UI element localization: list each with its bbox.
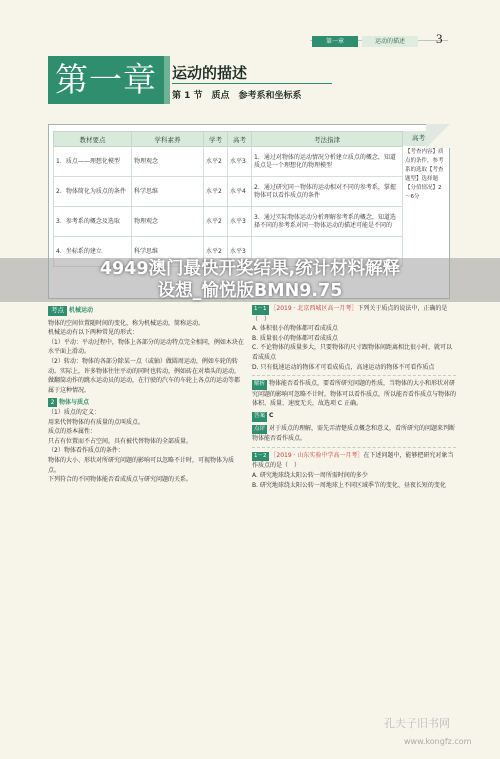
table-row [54,207,403,237]
option: D. 只有低速运动的物体才可看成质点，高速运动的物体不可看作质点 [252,363,435,371]
watermark-url: www.kongfz.com [404,737,472,746]
answer-tag: 答案 [252,412,267,422]
paragraph: （2）转动：物体的各部分除某一点（或轴）做圆周运动，例如车轮的转动。实际上，许多物体往往平动的同时也转动，例如砖在对墙头的运动，做翻筒动作的跳水运动员的运动，在行驶的汽车的车轮上各点的运动等都属于这种情况。 [48,357,241,394]
analysis-tag: 解析 [252,380,267,390]
col-header: 高考 [228,132,252,147]
cell: 水平3 [228,237,252,267]
paragraph: 用来代替物体的有质量的点叫质点。 [48,418,145,426]
cell: 科学思维 [132,177,204,207]
question-stem: 下列关于质点的说法中，正确的是（ ） [252,305,448,323]
answer-text: C [268,411,274,419]
question-source: ［2019 · 山东实验中学高一月考］ [270,451,364,459]
table-header-row [54,132,403,147]
cell: 1．质点——理想化模型 [54,147,132,177]
option: A. 研究地球绕太阳公转一周所需时间的多少 [252,471,368,479]
paragraph: 物体的大小、形状对所研究问题的影响可以忽略不计时，可视物体为质点。 [48,456,235,474]
left-column [48,306,244,485]
col-header: 学考 [204,132,228,147]
cell: 2．物体简化为质点的条件 [54,177,132,207]
banner-line-2: 设想_愉悦版BMN9.75 [157,281,343,301]
option: C. 不论物体的质量多大，只要物体的尺寸跟物体间距离相比很小时，就可以看成质点 [252,344,453,361]
cell: 物理观念 [132,207,204,237]
paragraph: （2）物体看作质点的条件： [48,447,124,455]
option: B. 质量很小的物体都可看成质点 [252,334,338,342]
option: A. 体积很小的物体都可看成质点 [252,325,338,333]
question-source: ［2019 · 北京西城区高一月考］ [270,305,358,312]
cell: 水平3 [228,147,252,177]
cell: 水平2 [204,177,228,207]
table-row [54,177,403,207]
analysis-text: 物体能否看作质点，要看所研究问题的性质，当物体的大小和形状对研究问题的影响可忽略不计时，物体可以看作质点，所以能否看作质点与物体的体积、质量、速度无关，故选项 C 正确。 [252,380,457,408]
section-heading: 物体与质点 [59,399,90,407]
topic-title: 机械运动 [69,307,94,314]
cell: 3．通过实际物体运动分析理解参考系的概念，知道选择不同的参考系对同一物体运动的描述可能是不同的 [252,207,403,237]
cell: 水平2 [204,237,228,267]
note-tag: 点评 [252,425,267,435]
col-header: 考法指津 [252,132,403,147]
cell: 水平3 [228,207,252,237]
paragraph: （1）平动：平动过程中，物体上各部分的运动特点完全相同，例如木块在水平面上滑动。 [48,338,244,356]
paragraph: 物体的空间位置随时间的变化，称为机械运动，简称运动。 [48,319,205,327]
cell: 水平2 [204,147,228,177]
cell: 物理观念 [132,147,204,177]
page-corner-fold [426,124,450,148]
overlay-banner-text [0,258,500,302]
cell: 1．通过对物体的运动情况分析建立质点的概念，知道质点是一个理想化的物理模型 [252,147,403,177]
section-number: 2 [48,398,57,407]
paragraph: 下列符合的不同物体能否看成质点与研究问题的关系。 [48,476,193,484]
divider [252,447,456,448]
paragraph: 只占有位置而不占空间，具有被代替物体的全部质量。 [48,437,193,445]
watermark-logo: 孔夫子旧书网 [384,717,450,730]
chapter-title-rule [172,83,332,84]
cell: 水平2 [204,207,228,237]
question-stem: 在下述问题中，能够把研究对象当作质点的是（ ） [252,451,454,470]
section-subtitle: 第 1 节 质点 参考系和坐标系 [172,91,302,101]
table-row [54,147,403,177]
chapter-title: 运动的描述 [172,64,248,82]
exam-trend-header: 高考考向 [403,131,447,146]
option: B. 研究地球绕太阳公转一周地球上不同区域季节的变化、昼夜长短的变化 [252,481,446,489]
cell: 科学思维 [132,237,204,267]
chapter-label: 第一章 [48,56,164,104]
overview-table [53,131,403,267]
col-header: 学科素养 [132,132,204,147]
cell: 4．坐标系的建立 [54,237,132,267]
question-number: 1－1 [252,305,269,315]
paragraph: 质点的基本属性： [48,428,97,436]
cell: 3．参考系的概念及选取 [54,207,132,237]
topic-tag: 考点 [48,306,67,316]
banner-line-1: 4949澳门最快开奖结果,统计材料解释 [99,259,401,279]
divider [252,375,456,376]
page-number: 3 [436,31,443,46]
header-section-tag: 运动的描述 [362,36,418,47]
exam-trend-body: 【考查内容】质点的条件，参考系的选取【考查题型】选择题【分值情况】2～6分 [405,149,444,200]
paragraph: 机械运动有以下两种常见的形式： [48,329,139,337]
question-number: 1－2 [252,452,269,462]
cell: 水平4 [228,177,252,207]
header-chapter-tag: 第一章 [312,36,358,47]
cell: 2．通过研究同一物体的运动相对不同的参考系，掌握物体可以看作质点的条件 [252,177,403,207]
col-header: 教材要点 [54,132,132,147]
right-column [252,304,456,490]
paragraph: （1）质点的定义： [48,408,100,416]
note-text: 对于质点的理解，需先弄清楚质点概念和意义，看所研究的问题来判断物体能否看作质点。 [252,424,455,443]
